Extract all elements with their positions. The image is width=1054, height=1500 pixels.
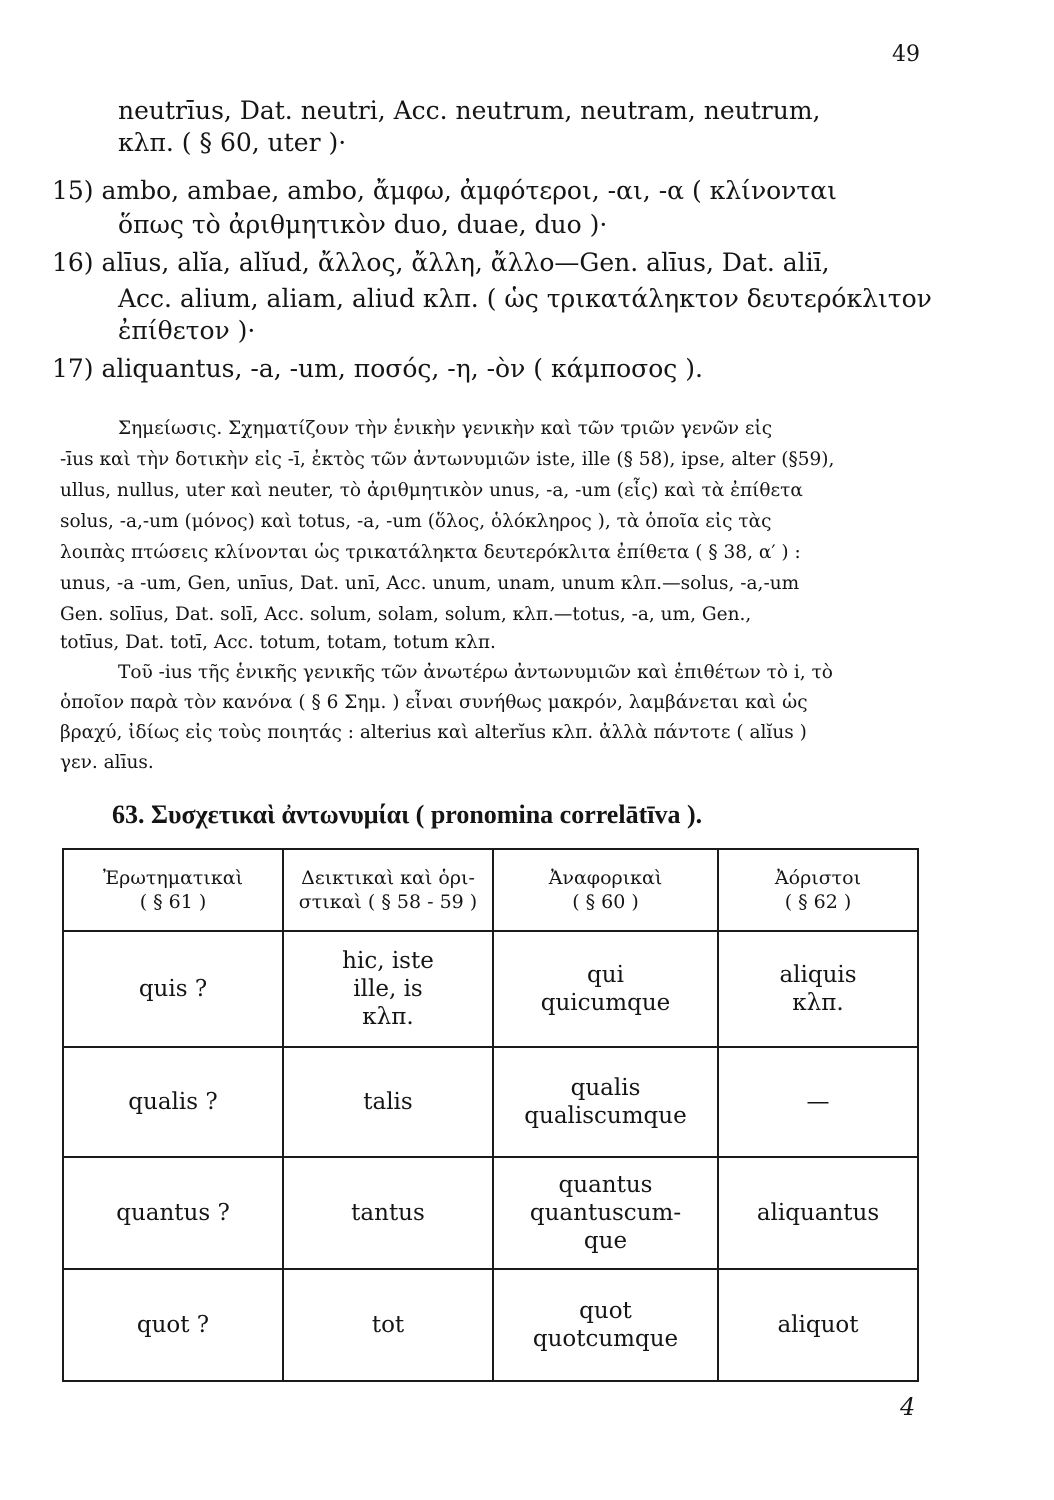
text-line: ὅπως τὸ ἀριθμητικὸν duo, duae, duo )· — [118, 210, 608, 239]
table-cell: quantus quantuscum- que — [493, 1157, 718, 1269]
text-line: 15) ambo, ambae, ambo, ἄμφω, ἀμφότεροι, -αι, -α ( κλίνονται — [52, 176, 837, 205]
text-line: 17) aliquantus, -a, -um, ποσός, -η, -ὸν ( κάμποσος ). — [52, 354, 703, 383]
note-line: ullus, nullus, uter καὶ neuter, τὸ ἀριθμητικὸν unus, -a, -um (εἷς) καὶ τὰ ἐπίθετα — [60, 480, 803, 501]
note-line: λοιπὰς πτώσεις κλίνονται ὡς τρικατάληκτα δευτερόκλιτα ἐπίθετα ( § 38, α′ ) : — [60, 542, 801, 563]
note-line: Gen. solīus, Dat. solī, Acc. solum, solam, solum, κλπ.—totus, -a, um, Gen., — [60, 604, 752, 625]
table-row — [63, 1157, 918, 1269]
table-cell: — — [718, 1047, 918, 1157]
note-line: Τοῦ -ius τῆς ἑνικῆς γενικῆς τῶν ἀνωτέρω ἀντωνυμιῶν καὶ ἐπιθέτων τὸ i, τὸ — [118, 662, 833, 683]
table-row — [63, 1269, 918, 1381]
header-interrogative: Ἐρωτηματικαὶ ( § 61 ) — [63, 849, 283, 931]
signature-mark: 4 — [900, 1393, 916, 1421]
table-cell: qualis qualiscumque — [493, 1047, 718, 1157]
table-cell: quis ? — [63, 931, 283, 1047]
table-cell: qui quicumque — [493, 931, 718, 1047]
text-line: neutrīus, Dat. neutri, Acc. neutrum, neutram, neutrum, — [118, 96, 821, 125]
page-number: 49 — [892, 42, 920, 67]
note-line: βραχύ, ἰδίως εἰς τοὺς ποιητάς : alterius καὶ alterĭus κλπ. ἀλλὰ πάντοτε ( alĭus ) — [60, 722, 807, 743]
note-line: ὁποῖον παρὰ τὸν κανόνα ( § 6 Σημ. ) εἶναι συνήθως μακρόν, λαμβάνεται καὶ ὡς — [60, 692, 808, 713]
correlative-pronouns-table — [62, 848, 917, 1370]
table-row — [63, 931, 918, 1047]
text-line: 16) alīus, alĭa, alĭud, ἄλλος, ἄλλη, ἄλλο—Gen. alīus, Dat. aliī, — [52, 248, 830, 277]
table-cell: tantus — [283, 1157, 493, 1269]
note-line: unus, -a -um, Gen, unīus, Dat. unī, Acc. unum, unam, unum κλπ.—solus, -a,-um — [60, 573, 800, 594]
table-cell: aliquis κλπ. — [718, 931, 918, 1047]
text-line: ἐπίθετον )· — [118, 316, 256, 345]
note-line: Σημείωσις. Σχηματίζουν τὴν ἑνικὴν γενικὴν καὶ τῶν τριῶν γενῶν εἰς — [118, 418, 773, 439]
table-header-row — [63, 849, 918, 931]
table-cell: tot — [283, 1269, 493, 1381]
note-line: -īus καὶ τὴν δοτικὴν εἰς -ī, ἐκτὸς τῶν ἀντωνυμιῶν iste, ille (§ 58), ipse, alter (§59), — [60, 449, 835, 470]
table-cell: qualis ? — [63, 1047, 283, 1157]
table-cell: hic, iste ille, is κλπ. — [283, 931, 493, 1047]
header-demonstrative: Δεικτικαὶ καὶ ὁρι- στικαὶ ( § 58 - 59 ) — [283, 849, 493, 931]
table-cell: talis — [283, 1047, 493, 1157]
table-row — [63, 1047, 918, 1157]
table-cell: quot quotcumque — [493, 1269, 718, 1381]
header-indefinite: Ἀόριστοι ( § 62 ) — [718, 849, 918, 931]
note-line: γεν. alīus. — [60, 752, 154, 773]
section-heading: 63. Συσχετικαὶ ἀντωνυμίαι ( pronomina correlātīva ). — [112, 800, 703, 829]
text-line: κλπ. ( § 60, uter )· — [118, 128, 347, 157]
note-line: totīus, Dat. totī, Acc. totum, totam, totum κλπ. — [60, 632, 496, 653]
header-relative: Ἀναφορικαὶ ( § 60 ) — [493, 849, 718, 931]
table-cell: aliquot — [718, 1269, 918, 1381]
table-cell: aliquantus — [718, 1157, 918, 1269]
table-cell: quot ? — [63, 1269, 283, 1381]
text-line: Acc. alium, aliam, aliud κλπ. ( ὡς τρικατάληκτον δευτερόκλιτον — [118, 284, 932, 313]
note-line: solus, -a,-um (μόνος) καὶ totus, -a, -um (ὅλος, ὁλόκληρος ), τὰ ὁποῖα εἰς τὰς — [60, 511, 772, 532]
table-cell: quantus ? — [63, 1157, 283, 1269]
